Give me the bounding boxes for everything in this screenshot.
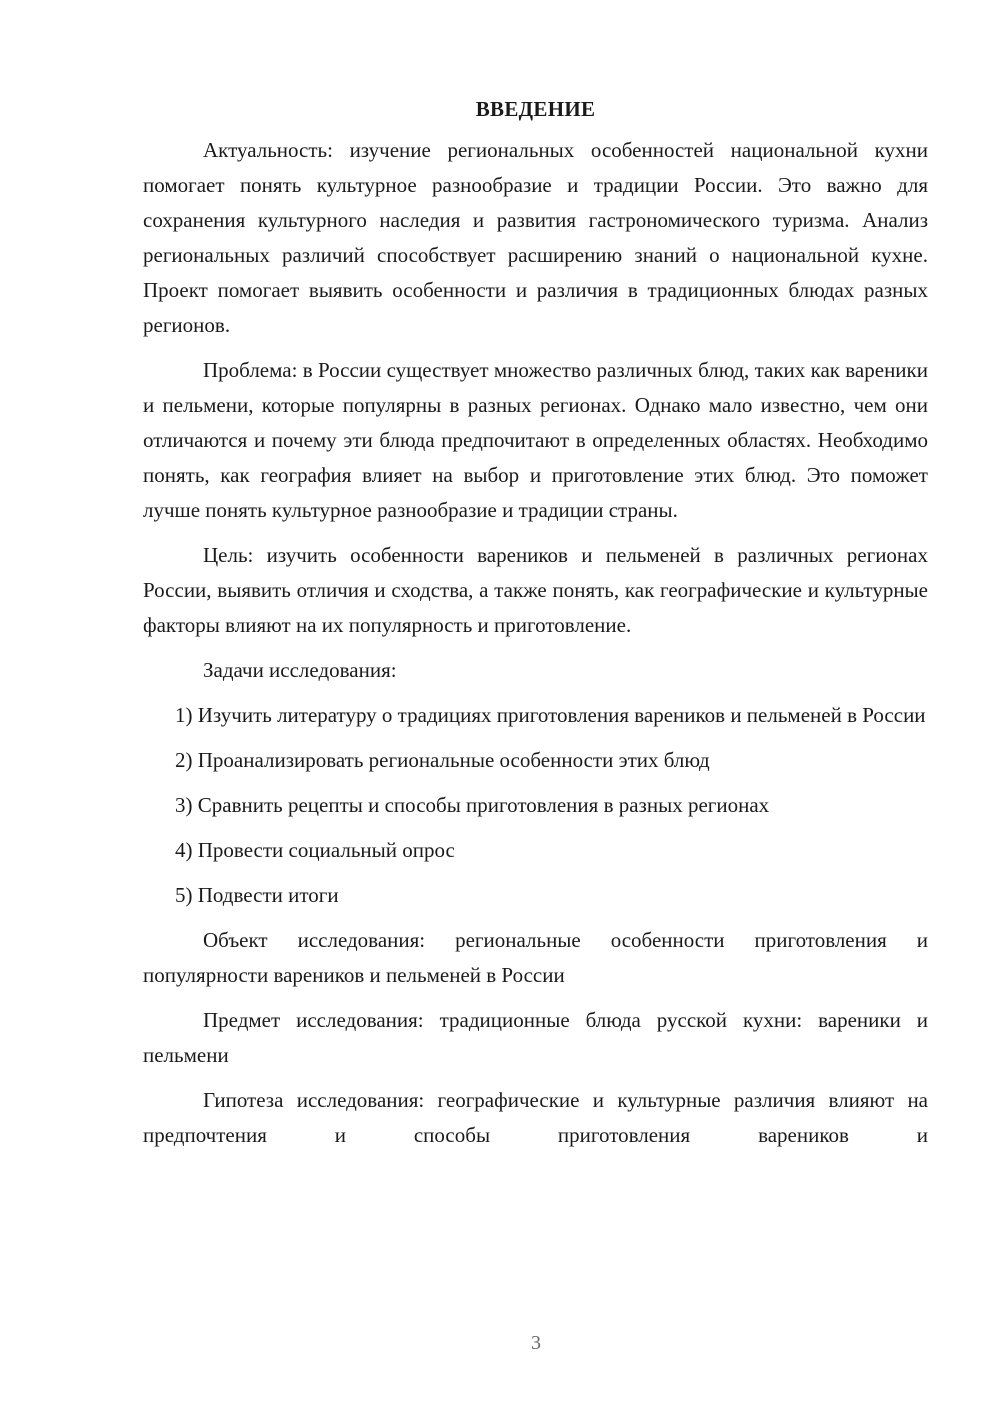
list-item: 2) Проанализировать региональные особенности этих блюд — [175, 748, 710, 772]
list-item: 1) Изучить литературу о традициях приготовления вареников и пельменей в России — [175, 703, 926, 727]
tasks-heading: Задачи исследования: — [203, 658, 397, 682]
paragraph-hypothesis: Гипотеза исследования: географические и культурные различия влияют на предпочтения и способы приготовления вареников и — [143, 1088, 928, 1147]
list-item: 4) Провести социальный опрос — [175, 838, 455, 862]
page-title: ВВЕДЕНИЕ — [475, 97, 596, 121]
list-item: 5) Подвести итоги — [175, 883, 339, 907]
page-number: 3 — [531, 1332, 541, 1354]
paragraph-object: Объект исследования: региональные особенности приготовления и популярности вареников и пельменей в России — [143, 928, 928, 987]
paragraph-problem: Проблема: в России существует множество различных блюд, таких как вареники и пельмени, которые популярны в разных регионах. Однако мало известно, чем они отличаются и почему эти блюда предпочитают в определенных областях. Необходимо понять, как география влияет на выбор и приготовление этих блюд. Это поможет лучше понять культурное разнообразие и традиции страны. — [143, 358, 928, 522]
tasks-list — [143, 698, 928, 913]
document-page — [143, 92, 928, 1153]
paragraph-relevance: Актуальность: изучение региональных особенностей национальной кухни помогает понять культурное разнообразие и традиции России. Это важно для сохранения культурного наследия и развития гастрономического туризма. Анализ региональных различий способствует расширению знаний о национальной кухне. Проект помогает выявить особенности и различия в традиционных блюдах разных регионов. — [143, 138, 928, 337]
list-item: 3) Сравнить рецепты и способы приготовления в разных регионах — [175, 793, 770, 817]
paragraph-goal: Цель: изучить особенности вареников и пельменей в различных регионах России, выявить отличия и сходства, а также понять, как географические и культурные факторы влияют на их популярность и приготовление. — [143, 543, 928, 637]
paragraph-subject: Предмет исследования: традиционные блюда русской кухни: вареники и пельмени — [143, 1008, 928, 1067]
